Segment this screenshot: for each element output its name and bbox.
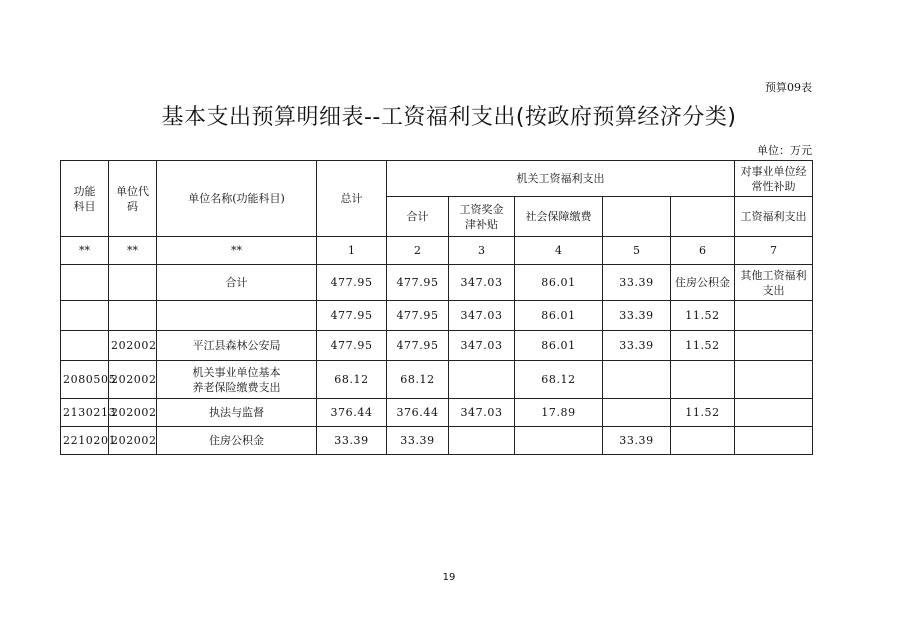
table-cell: 68.12: [387, 361, 449, 399]
index-cell: 1: [317, 237, 387, 265]
table-row: [61, 265, 813, 301]
table-cell: 11.52: [671, 301, 735, 331]
table-cell: [735, 427, 813, 455]
table-cell: 33.39: [317, 427, 387, 455]
table-cell: [61, 331, 109, 361]
header-wage-bonus: 工资奖金 津补贴: [449, 197, 515, 237]
table-cell: 477.95: [317, 331, 387, 361]
header-subtotal: 合计: [387, 197, 449, 237]
table-cell: [671, 427, 735, 455]
index-cell: 7: [735, 237, 813, 265]
header-subsidy-group: 对事业单位经 常性补助: [735, 161, 813, 197]
index-cell: **: [61, 237, 109, 265]
index-cell: 6: [671, 237, 735, 265]
table-cell: [671, 361, 735, 399]
table-cell: 2130213: [61, 399, 109, 427]
table-row: [61, 301, 813, 331]
table-cell: 合计: [157, 265, 317, 301]
table-row: [61, 399, 813, 427]
table-cell: 机关事业单位基本 养老保险缴费支出: [157, 361, 317, 399]
table-cell: 68.12: [317, 361, 387, 399]
table-cell: 347.03: [449, 331, 515, 361]
table-cell: 33.39: [603, 331, 671, 361]
table-cell: [735, 301, 813, 331]
table-cell: [449, 427, 515, 455]
index-cell: 4: [515, 237, 603, 265]
table-cell: 86.01: [515, 331, 603, 361]
table-cell: [449, 361, 515, 399]
header-unit-name: 单位名称(功能科目): [157, 161, 317, 237]
table-cell: [735, 361, 813, 399]
table-cell: 2210201: [61, 427, 109, 455]
table-cell: 平江县森林公安局: [157, 331, 317, 361]
table-cell: 477.95: [387, 331, 449, 361]
page-number: 19: [442, 572, 456, 583]
header-col-6: [671, 197, 735, 237]
form-number: 预算09表: [765, 81, 812, 94]
header-col-5: [603, 197, 671, 237]
table-cell: [735, 399, 813, 427]
table-cell: 33.39: [603, 427, 671, 455]
table-cell: 477.95: [387, 301, 449, 331]
index-cell: **: [157, 237, 317, 265]
header-func-subject: 功能 科目: [61, 161, 109, 237]
index-cell: **: [109, 237, 157, 265]
table-cell: 202002: [109, 427, 157, 455]
table-cell: 347.03: [449, 399, 515, 427]
table-cell: [515, 427, 603, 455]
table-cell: [735, 331, 813, 361]
table-cell: 其他工资福利 支出: [735, 265, 813, 301]
table-cell: 33.39: [603, 301, 671, 331]
index-row: [61, 237, 813, 265]
budget-table: [60, 160, 813, 455]
table-cell: 33.39: [603, 265, 671, 301]
table-cell: 477.95: [387, 265, 449, 301]
unit-label: 单位：万元: [757, 144, 812, 157]
table-cell: 11.52: [671, 331, 735, 361]
header-org-wage-group: 机关工资福利支出: [387, 161, 735, 197]
table-cell: [109, 265, 157, 301]
table-cell: 33.39: [387, 427, 449, 455]
table-row: [61, 361, 813, 399]
table-cell: 477.95: [317, 301, 387, 331]
table-row: [61, 427, 813, 455]
header-social-security: 社会保障缴费: [515, 197, 603, 237]
table-cell: 376.44: [317, 399, 387, 427]
table-cell: 347.03: [449, 265, 515, 301]
header-total: 总计: [317, 161, 387, 237]
table-cell: 202002: [109, 331, 157, 361]
table-cell: 17.89: [515, 399, 603, 427]
table-cell: 11.52: [671, 399, 735, 427]
index-cell: 5: [603, 237, 671, 265]
table-cell: [61, 301, 109, 331]
table-cell: [157, 301, 317, 331]
table-cell: 376.44: [387, 399, 449, 427]
table-cell: 347.03: [449, 301, 515, 331]
table-cell: [109, 301, 157, 331]
table-cell: 68.12: [515, 361, 603, 399]
table-cell: 202002: [109, 361, 157, 399]
table-cell: 86.01: [515, 301, 603, 331]
table-cell: 执法与监督: [157, 399, 317, 427]
table-cell: 住房公积金: [671, 265, 735, 301]
table-cell: [603, 399, 671, 427]
index-cell: 2: [387, 237, 449, 265]
header-wage-welfare: 工资福利支出: [735, 197, 813, 237]
table-cell: [61, 265, 109, 301]
index-cell: 3: [449, 237, 515, 265]
header-unit-code: 单位代码: [109, 161, 157, 237]
table-cell: 477.95: [317, 265, 387, 301]
table-row: [61, 331, 813, 361]
table-cell: 2080505: [61, 361, 109, 399]
table-cell: 住房公积金: [157, 427, 317, 455]
table-cell: 86.01: [515, 265, 603, 301]
table-cell: [603, 361, 671, 399]
table-cell: 202002: [109, 399, 157, 427]
page-title: 基本支出预算明细表--工资福利支出(按政府预算经济分类): [161, 105, 737, 130]
